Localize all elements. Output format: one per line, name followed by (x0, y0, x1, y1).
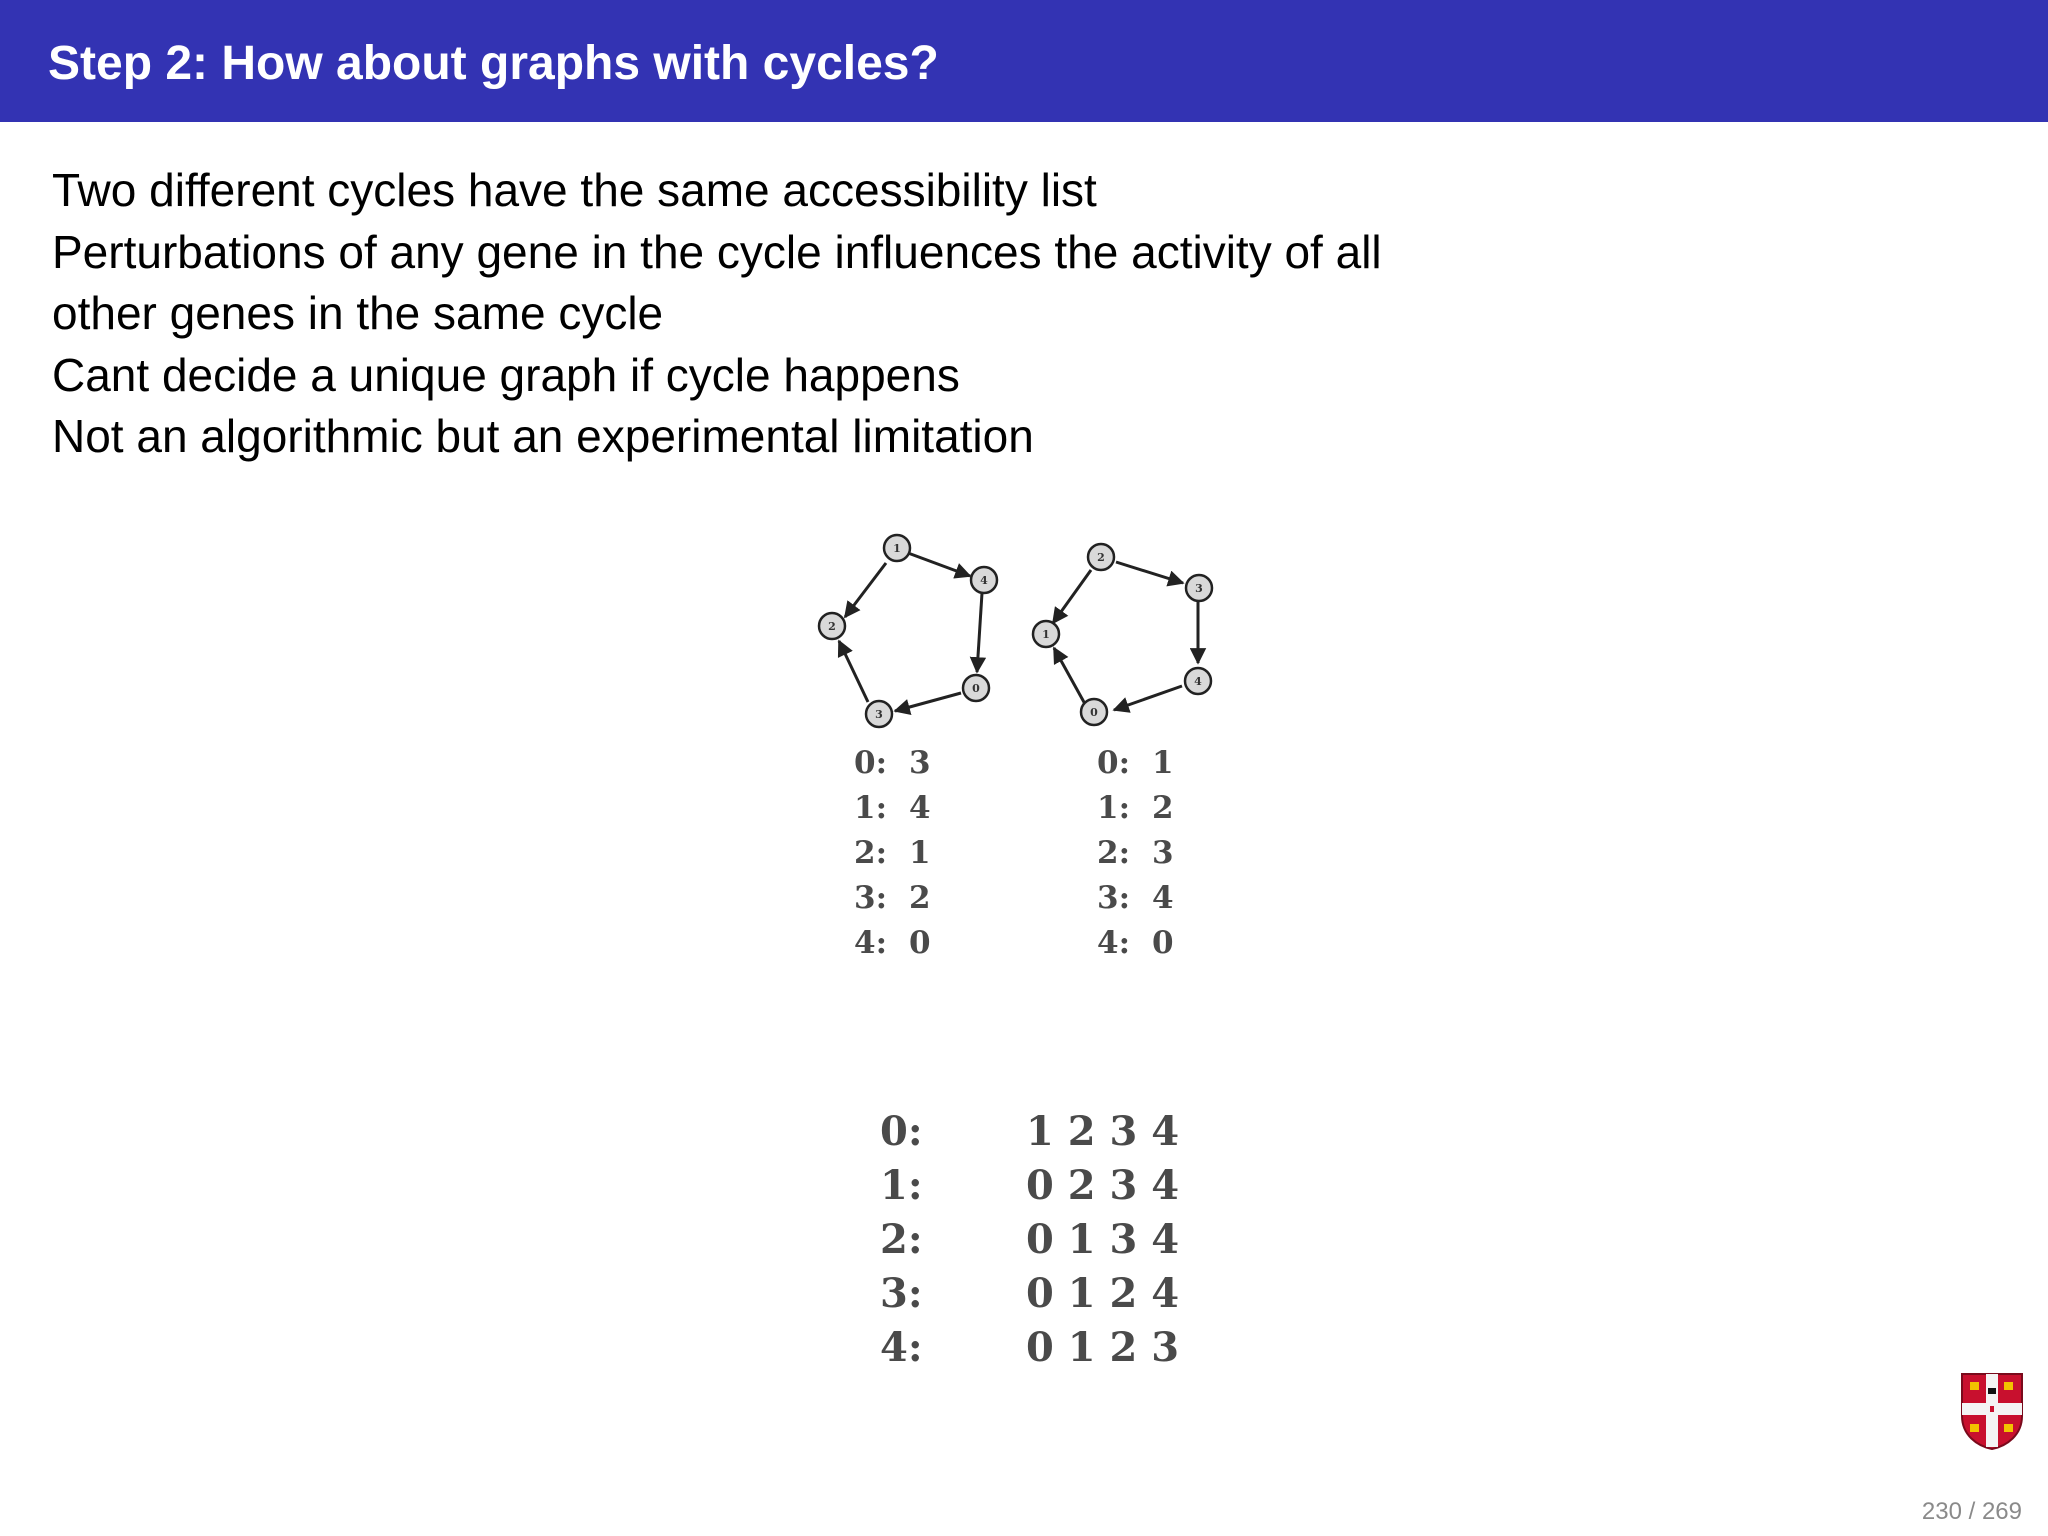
access-key: 2: (880, 1216, 923, 1263)
list-key: 3: (1097, 880, 1131, 916)
node-label: 1 (1042, 628, 1050, 641)
list-key: 1: (1097, 790, 1131, 826)
graph-node (884, 535, 910, 561)
access-value: 0 1 2 3 (1026, 1324, 1180, 1371)
node-label: 2 (828, 620, 836, 633)
accessibility-list (880, 1108, 1179, 1371)
node-label: 3 (1195, 582, 1203, 595)
access-key: 1: (880, 1162, 923, 1209)
access-value: 0 1 3 4 (1026, 1216, 1180, 1263)
list-value: 1 (909, 835, 931, 871)
edge-1-to-4 (908, 553, 970, 576)
graph-node (1081, 699, 1107, 725)
node-label: 3 (875, 708, 883, 721)
list-left (854, 745, 931, 961)
graph-node (1185, 668, 1211, 694)
list-value: 0 (1152, 925, 1174, 961)
graph-node (819, 613, 845, 639)
graph-node (963, 675, 989, 701)
node-label: 1 (893, 542, 901, 555)
graph-node (866, 701, 892, 727)
node-label: 2 (1097, 551, 1105, 564)
page-number: 230 / 269 (1921, 1498, 2022, 1525)
body-line-4: Cant decide a unique graph if cycle happens (52, 348, 960, 401)
graph-node (1088, 544, 1114, 570)
list-value: 4 (1152, 880, 1174, 916)
access-value: 0 1 2 4 (1026, 1270, 1180, 1317)
list-key: 0: (854, 745, 888, 781)
edge-2-to-3 (1116, 562, 1183, 583)
edge-4-to-0 (977, 593, 982, 672)
edge-4-to-0 (1114, 686, 1182, 710)
access-key: 4: (880, 1324, 923, 1371)
university-crest-icon (1960, 1372, 2024, 1450)
list-value: 3 (1152, 835, 1174, 871)
edge-3-to-2 (839, 641, 868, 702)
edge-1-to-2 (1053, 570, 1091, 623)
access-key: 3: (880, 1270, 923, 1317)
list-key: 2: (1097, 835, 1131, 871)
body-line-5: Not an algorithmic but an experimental limitation (52, 410, 1034, 462)
edge-2-to-1 (845, 563, 886, 617)
body-line-3: other genes in the same cycle (52, 287, 664, 339)
list-value: 2 (909, 880, 931, 916)
graph-node (1186, 575, 1212, 601)
graph-node (1033, 621, 1059, 647)
node-label: 0 (972, 682, 980, 695)
body-line-2: Perturbations of any gene in the cycle influences the activity of all (52, 225, 1382, 278)
node-label: 4 (980, 574, 988, 587)
list-right (1097, 745, 1174, 961)
list-value: 2 (1152, 790, 1174, 826)
node-label: 0 (1090, 706, 1098, 719)
graph-left (819, 535, 997, 727)
access-value: 0 2 3 4 (1026, 1162, 1180, 1209)
list-key: 4: (854, 925, 888, 961)
edge-0-to-1 (1054, 648, 1085, 704)
body-line-1: Two different cycles have the same accessibility list (52, 164, 1097, 216)
list-key: 3: (854, 880, 888, 916)
slide-title: Step 2: How about graphs with cycles? (48, 37, 939, 90)
access-value: 1 2 3 4 (1026, 1108, 1180, 1155)
access-key: 0: (880, 1108, 923, 1155)
list-key: 4: (1097, 925, 1131, 961)
list-key: 0: (1097, 745, 1131, 781)
list-key: 2: (854, 835, 888, 871)
graph-right (1033, 544, 1212, 725)
list-key: 1: (854, 790, 888, 826)
list-value: 0 (909, 925, 931, 961)
edge-0-to-3 (895, 693, 961, 711)
list-value: 3 (909, 745, 931, 781)
node-label: 4 (1194, 675, 1202, 688)
graph-node (971, 567, 997, 593)
list-value: 4 (909, 790, 931, 826)
list-value: 1 (1152, 745, 1174, 781)
